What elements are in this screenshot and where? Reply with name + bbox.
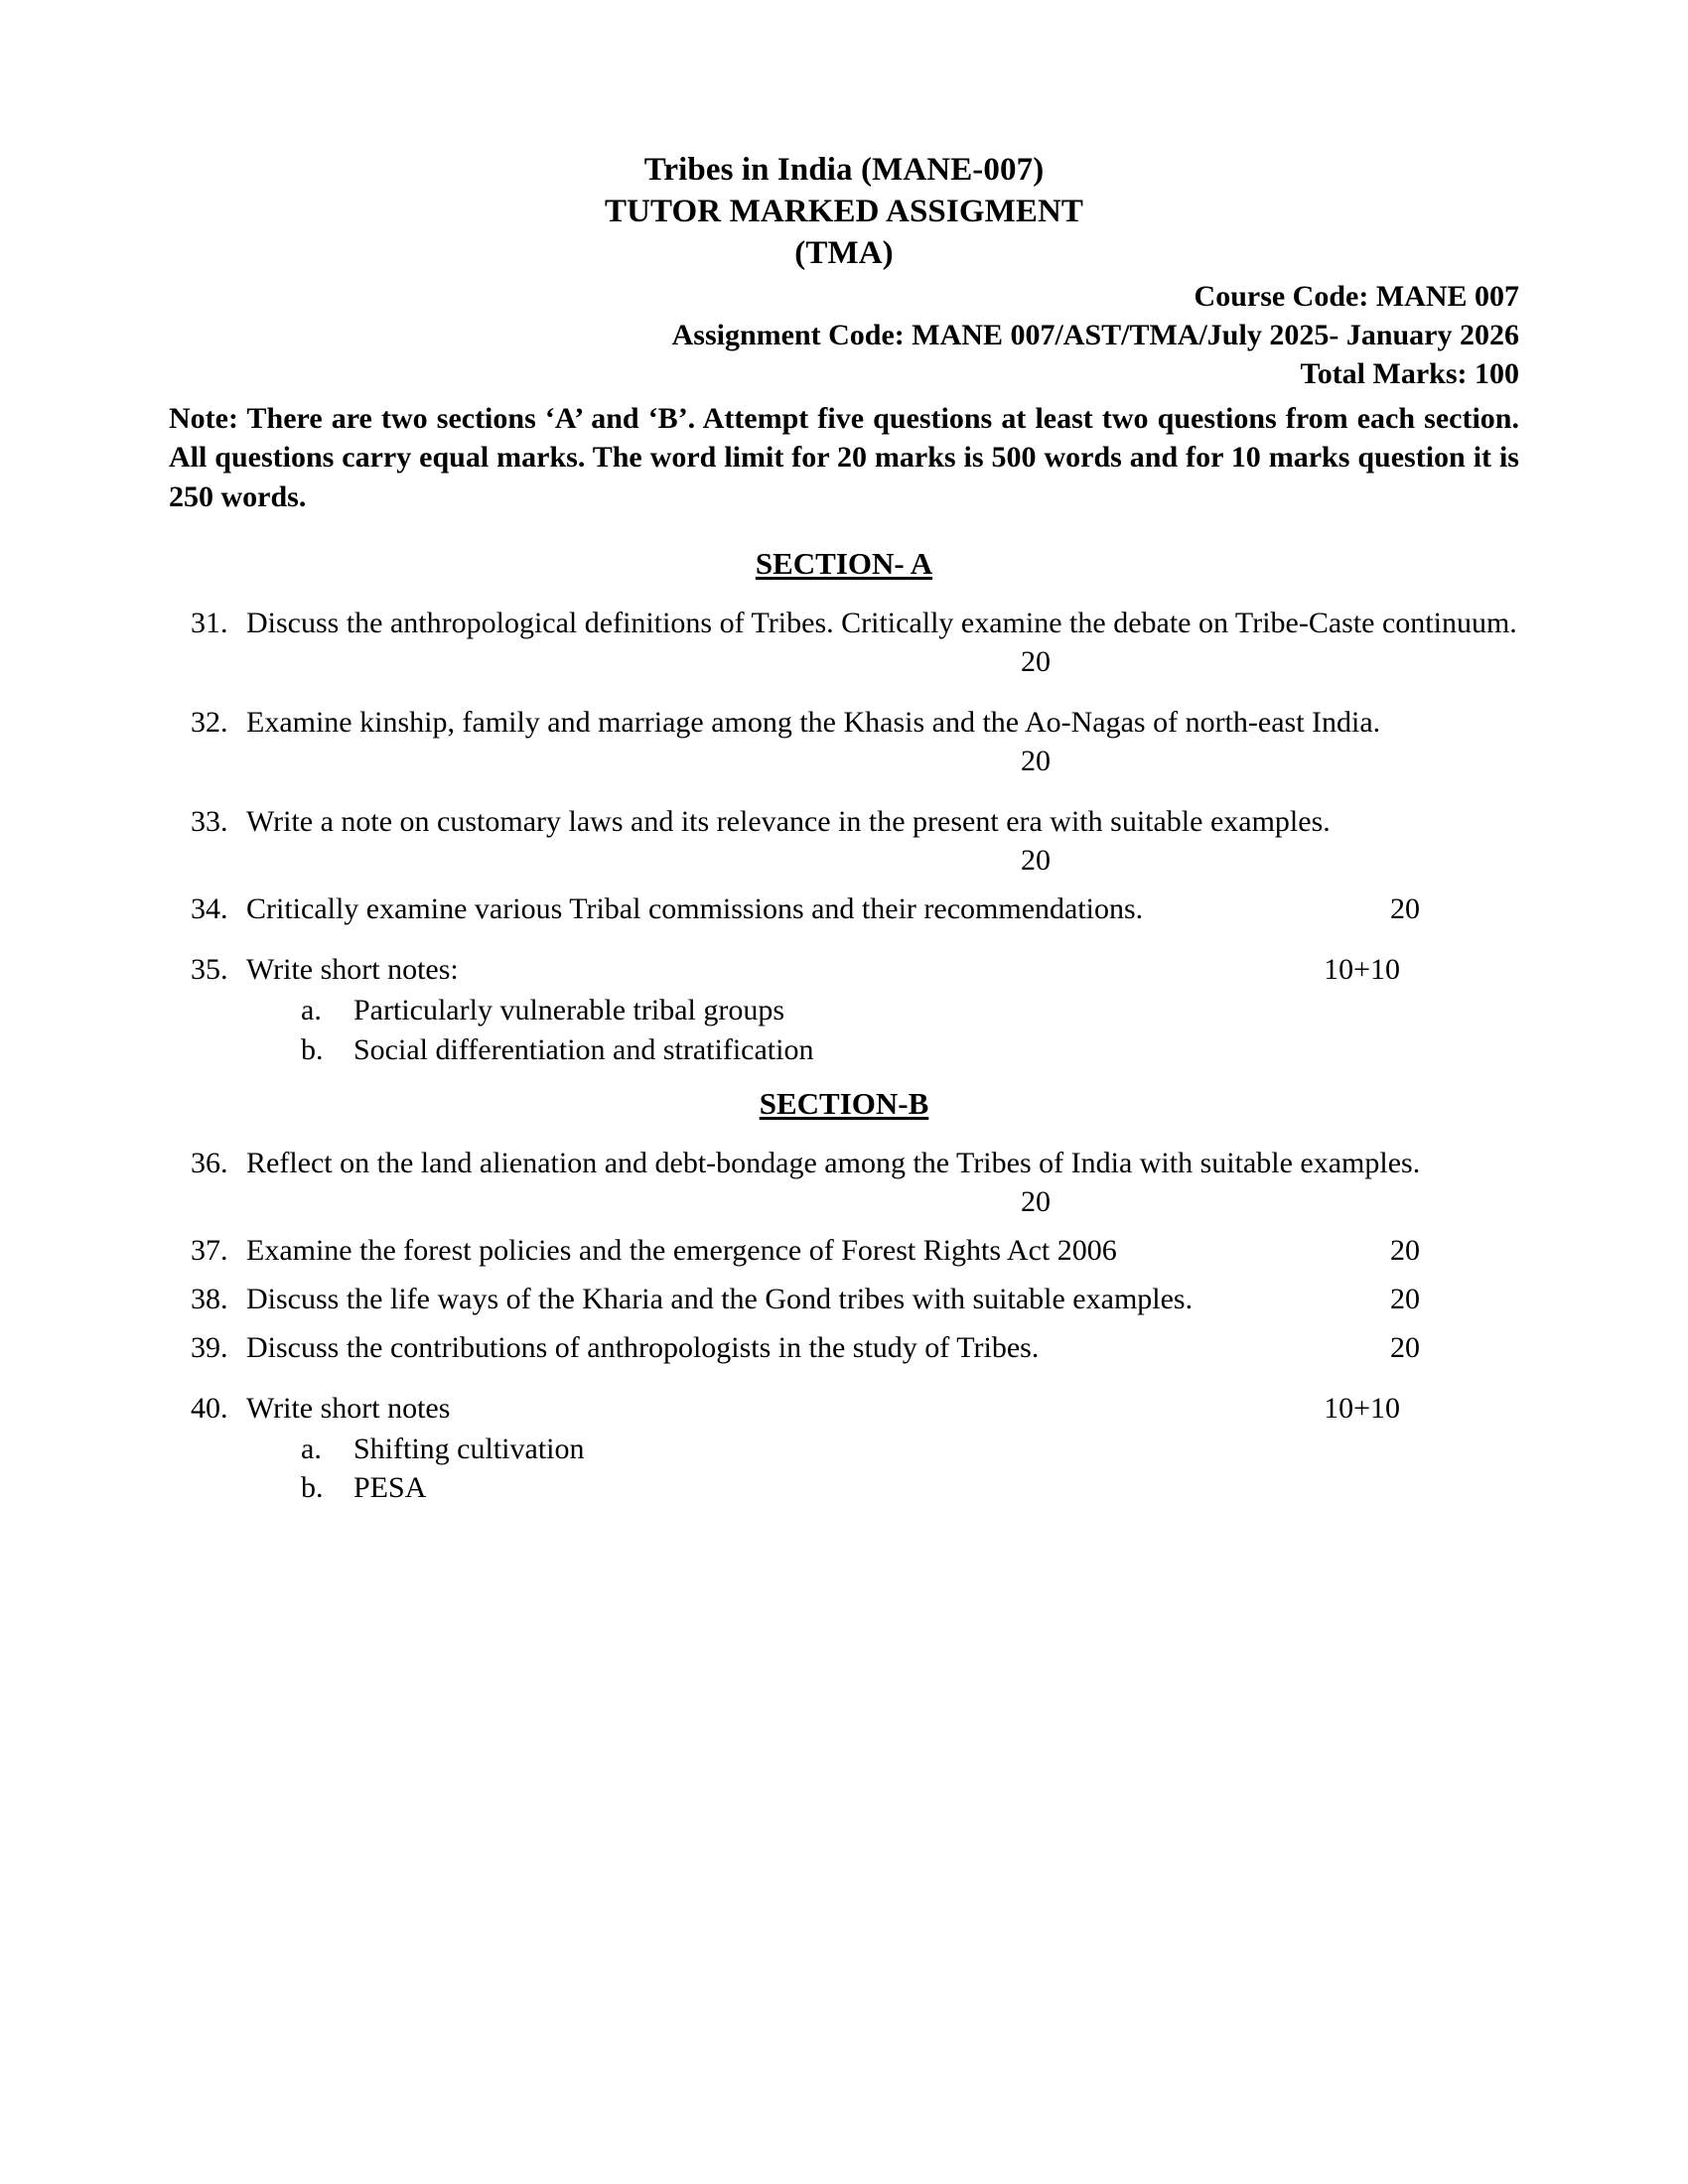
- question-text: Reflect on the land alienation and debt-bondage among the Tribes of India with suitable examples.: [246, 1146, 1421, 1179]
- sub-question-label: b.: [301, 1471, 324, 1505]
- assignment-code: Assignment Code: MANE 007/AST/TMA/July 2025- January 2026: [671, 318, 1519, 351]
- question-marks: 20: [1021, 645, 1051, 679]
- question-text: Discuss the life ways of the Kharia and the Gond tribes with suitable examples.: [246, 1282, 1194, 1315]
- sub-question-text: PESA: [353, 1471, 427, 1505]
- question-number: 33.: [191, 805, 228, 839]
- question-text: Discuss the contributions of anthropologists in the study of Tribes.: [246, 1330, 1040, 1364]
- question-item: [169, 1231, 1519, 1270]
- sub-question-label: a.: [301, 1432, 322, 1465]
- sub-question-label: b.: [301, 1033, 324, 1067]
- question-number: 36.: [191, 1146, 228, 1179]
- question-text: Write short notes:: [246, 953, 459, 987]
- instructions-note: Note: There are two sections ‘A’ and ‘B’. Attempt five questions at least two questions from each section. All questions carry equal marks. The word limit for 20 marks is 500 words and for 10 marks question it is 250 words.: [169, 401, 1519, 513]
- document-body: [169, 149, 1519, 1508]
- question-text: Examine the forest policies and the emergence of Forest Rights Act 2006: [246, 1233, 1117, 1267]
- sub-question-list: [246, 1430, 1519, 1508]
- sub-question-text: Social differentiation and stratification: [353, 1033, 814, 1067]
- title-line-course: Tribes in India (MANE-007): [643, 152, 1045, 188]
- question-marks: 10+10: [1324, 1391, 1400, 1425]
- total-marks: Total Marks: 100: [1300, 356, 1519, 390]
- question-list: [169, 604, 1519, 1069]
- question-item: [169, 1144, 1519, 1221]
- question-item: [169, 950, 1519, 1069]
- question-text: Discuss the anthropological definitions of Tribes. Critically examine the debate on Tribe-Caste continuum.: [246, 607, 1517, 640]
- question-number: 37.: [191, 1233, 228, 1267]
- question-marks: 20: [1390, 1233, 1420, 1267]
- question-marks: 20: [1021, 745, 1051, 778]
- question-number: 34.: [191, 892, 228, 926]
- sub-question-item: [246, 1430, 1519, 1469]
- question-number: 31.: [191, 607, 228, 640]
- title-line-assignment-type: TUTOR MARKED ASSIGMENT: [604, 194, 1083, 230]
- question-marks: 20: [1390, 1330, 1420, 1364]
- section-heading: SECTION-B: [759, 1085, 929, 1121]
- sub-question-item: [246, 1030, 1519, 1070]
- question-marks: 20: [1390, 1282, 1420, 1315]
- question-item: [169, 889, 1519, 928]
- question-marks: 10+10: [1324, 953, 1400, 987]
- section-heading: SECTION- A: [755, 546, 933, 582]
- question-number: 38.: [191, 1282, 228, 1315]
- document-title: [169, 149, 1519, 275]
- question-list: [169, 1144, 1519, 1508]
- question-item: [169, 703, 1519, 780]
- question-text: Write a note on customary laws and its relevance in the present era with suitable examples.: [246, 805, 1331, 839]
- question-number: 39.: [191, 1330, 228, 1364]
- sub-question-label: a.: [301, 994, 322, 1027]
- course-code: Course Code: MANE 007: [1194, 279, 1519, 313]
- question-marks: 20: [1021, 844, 1051, 878]
- question-item: [169, 1328, 1519, 1367]
- question-text: Write short notes: [246, 1391, 451, 1425]
- question-marks: 20: [1390, 892, 1420, 926]
- question-text: Critically examine various Tribal commissions and their recommendations.: [246, 892, 1144, 926]
- sub-question-list: [246, 991, 1519, 1069]
- question-number: 35.: [191, 953, 228, 987]
- sub-question-item: [246, 1468, 1519, 1508]
- question-item: [169, 802, 1519, 880]
- title-line-tma: (TMA): [794, 235, 894, 272]
- sub-question-text: Shifting cultivation: [353, 1432, 585, 1465]
- question-number: 32.: [191, 706, 228, 740]
- assignment-meta: [169, 277, 1519, 393]
- question-marks: 20: [1021, 1184, 1051, 1218]
- question-item: [169, 604, 1519, 681]
- sub-question-item: [246, 991, 1519, 1030]
- question-number: 40.: [191, 1391, 228, 1425]
- question-item: [169, 1280, 1519, 1318]
- question-text: Examine kinship, family and marriage among the Khasis and the Ao-Nagas of north-east India.: [246, 706, 1381, 740]
- sections-container: [169, 546, 1519, 1507]
- question-item: [169, 1389, 1519, 1508]
- sub-question-text: Particularly vulnerable tribal groups: [353, 994, 785, 1027]
